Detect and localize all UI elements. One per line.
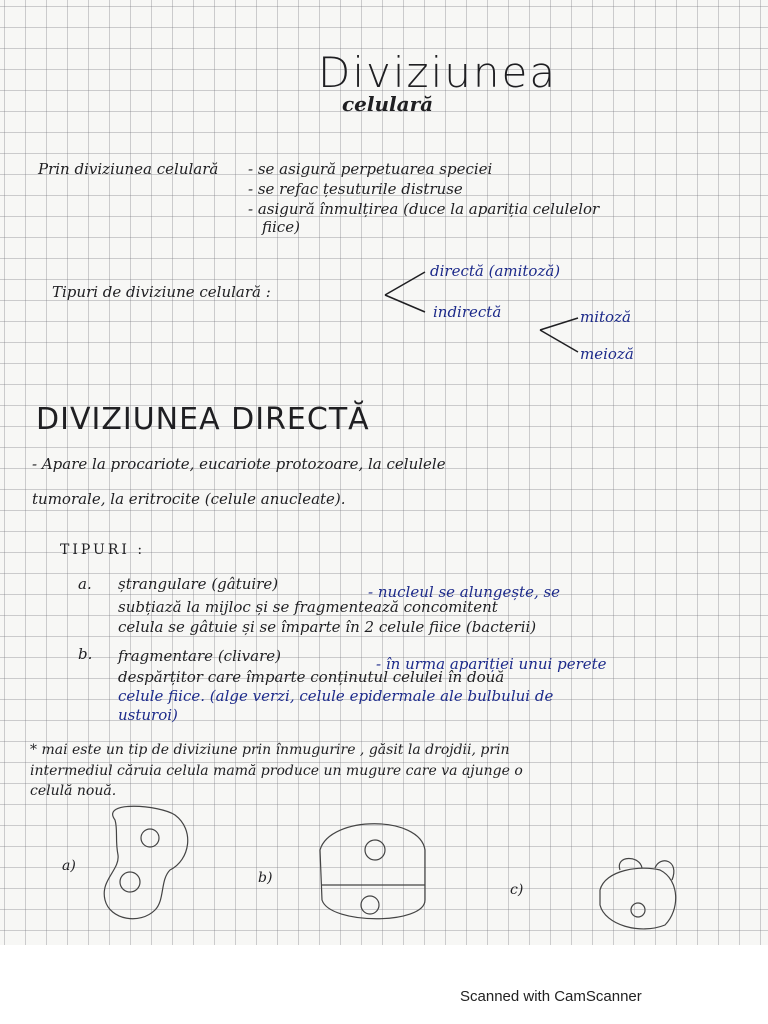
figure-label-b: b): [258, 870, 273, 886]
note-line-3: celulă nouă.: [30, 783, 117, 799]
page-title: Diviziunea: [318, 48, 558, 97]
types-lead: Tipuri de diviziune celulară :: [52, 283, 271, 301]
section-heading: DIVIZIUNEA DIRECTĂ: [36, 402, 370, 437]
type-direct: directă (amitoză): [430, 262, 561, 280]
note-line-2: intermediul căruia celula mamă produce un mugure care va ajunge o: [30, 763, 523, 779]
intro-point-2: - se refac țesuturile distruse: [248, 180, 463, 198]
item-b-text-4: usturoi): [118, 706, 178, 724]
item-a-text-3: celula se gâtuie și se împarte în 2 celule fiice (bacterii): [118, 618, 537, 636]
item-a-label: a.: [78, 575, 92, 593]
page-subtitle: celulară: [342, 92, 434, 116]
note-line-1: * mai este un tip de diviziune prin înmugurire , găsit la drojdii, prin: [30, 742, 510, 758]
type-meiosis: meioză: [580, 345, 634, 363]
item-a-text-1: - nucleul se alungește, se: [368, 583, 561, 601]
item-b-label: b.: [78, 645, 93, 663]
item-a-title: ștrangulare (gâtuire): [118, 575, 279, 593]
item-b-text-1: - în urma apariției unui perete: [376, 655, 607, 673]
type-mitosis: mitoză: [580, 308, 631, 326]
intro-point-3: - asigură înmulțirea (duce la apariția celulelor: [248, 200, 600, 218]
type-indirect: indirectă: [433, 303, 502, 321]
item-a-text-2: subțiază la mijloc și se fragmentează concomitent: [118, 598, 498, 616]
intro-point-4: fiice): [262, 218, 300, 236]
intro-lead: Prin diviziunea celulară: [38, 160, 219, 178]
item-b-title: fragmentare (clivare): [118, 647, 281, 665]
item-b-text-2: despărțitor care împarte conținutul celulei în două: [118, 668, 505, 686]
types-subheading: TIPURI :: [60, 542, 146, 558]
section-line-1: - Apare la procariote, eucariote protozoare, la celulele: [32, 455, 446, 473]
item-b-text-3: celule fiice. (alge verzi, celule epidermale ale bulbului de: [118, 687, 554, 705]
figure-label-c: c): [510, 882, 524, 898]
intro-point-1: - se asigură perpetuarea speciei: [248, 160, 493, 178]
figure-label-a: a): [62, 858, 76, 874]
section-line-2: tumorale, la eritrocite (celule anucleate).: [32, 490, 346, 508]
scanner-footer: Scanned with CamScanner: [460, 988, 642, 1005]
